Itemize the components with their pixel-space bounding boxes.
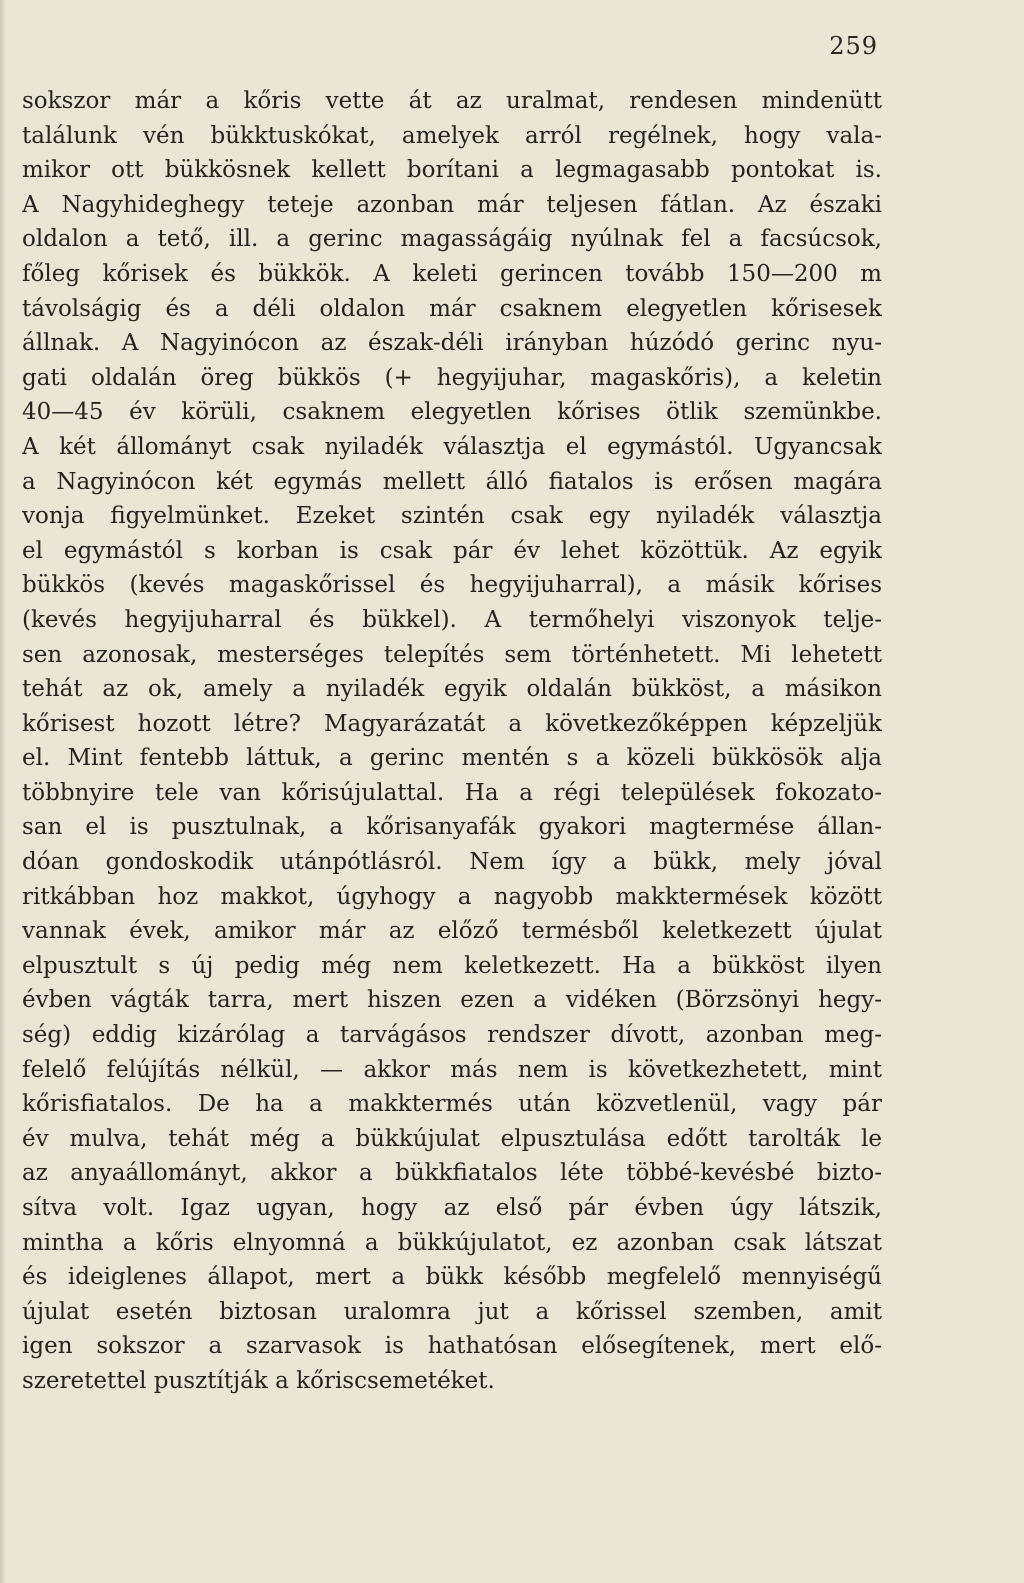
text-line: felelő felújítás nélkül, — akkor más nem is következhetett, mint [22,1056,882,1083]
text-line: el egymástól s korban is csak pár év lehet közöttük. Az egyik [22,537,882,564]
text-line: év mulva, tehát még a bükkújulat elpusztulása edőtt tarolták le [22,1125,882,1152]
text-line: évben vágták tarra, mert hiszen ezen a vidéken (Börzsönyi hegy- [22,987,882,1014]
page-number: 259 [829,32,878,60]
text-line: újulat esetén biztosan uralomra jut a kőrissel szemben, amit [22,1298,882,1325]
text-line: szeretettel pusztítják a kőriscsemetéket. [22,1367,495,1394]
text-line: 40—45 év körüli, csaknem elegyetlen kőrises ötlik szemünkbe. [22,399,882,426]
text-line: A Nagyhideghegy teteje azonban már teljesen fátlan. Az északi [22,191,882,218]
text-line: kőrisest hozott létre? Magyarázatát a következőképpen képzeljük [22,710,882,737]
text-line: kőrisfiatalos. De ha a makktermés után közvetlenül, vagy pár [22,1091,882,1118]
text-line: elpusztult s új pedig még nem keletkezett. Ha a bükköst ilyen [22,952,882,979]
text-line: tehát az ok, amely a nyiladék egyik oldalán bükköst, a másikon [22,676,882,703]
binding-shadow [0,0,6,1583]
text-line: vonja figyelmünket. Ezeket szintén csak egy nyiladék választja [22,503,882,530]
text-line: igen sokszor a szarvasok is hathatósan elősegítenek, mert elő- [22,1333,882,1360]
text-line: mikor ott bükkösnek kellett borítani a legmagasabb pontokat is. [22,157,882,184]
text-line: sen azonosak, mesterséges telepítés sem történhetett. Mi lehetett [22,641,882,668]
text-line: ség) eddig kizárólag a tarvágásos rendszer dívott, azonban meg- [22,1022,882,1049]
text-line: san el is pusztulnak, a kőrisanyafák gyakori magtermése állan- [22,814,882,841]
text-line: ritkábban hoz makkot, úgyhogy a nagyobb makktermések között [22,883,882,910]
text-line: az anyaállományt, akkor a bükkfiatalos léte többé-kevésbé bizto- [22,1160,882,1187]
text-line: távolságig és a déli oldalon már csaknem elegyetlen kőrisesek [22,295,882,322]
text-line: főleg kőrisek és bükkök. A keleti gerincen tovább 150—200 m [22,260,882,287]
text-line: gati oldalán öreg bükkös (+ hegyijuhar, magaskőris), a keletin [22,364,882,391]
text-line: mintha a kőris elnyomná a bükkújulatot, ez azonban csak látszat [22,1229,882,1256]
text-line: dóan gondoskodik utánpótlásról. Nem így a bükk, mely jóval [22,849,882,876]
text-line: többnyire tele van kőrisújulattal. Ha a régi települések fokozato- [22,779,882,806]
text-line: találunk vén bükktuskókat, amelyek arról regélnek, hogy vala- [22,122,882,149]
text-line: oldalon a tető, ill. a gerinc magasságáig nyúlnak fel a facsúcsok, [22,226,882,253]
text-line: sokszor már a kőris vette át az uralmat, rendesen mindenütt [22,88,882,114]
text-line: és ideiglenes állapot, mert a bükk később megfelelő mennyiségű [22,1264,882,1291]
text-line: vannak évek, amikor már az előző termésből keletkezett újulat [22,918,882,945]
text-line: A két állományt csak nyiladék választja el egymástól. Ugyancsak [22,433,882,460]
body-text [22,84,882,1399]
text-line: állnak. A Nagyinócon az észak-déli irányban húzódó gerinc nyu- [22,330,882,357]
text-line: (kevés hegyijuharral és bükkel). A termőhelyi viszonyok telje- [22,606,882,633]
text-line: a Nagyinócon két egymás mellett álló fiatalos is erősen magára [22,468,882,495]
text-line: el. Mint fentebb láttuk, a gerinc mentén s a közeli bükkösök alja [22,745,882,772]
text-line: bükkös (kevés magaskőrissel és hegyijuharral), a másik kőrises [22,572,882,599]
text-line: sítva volt. Igaz ugyan, hogy az első pár évben úgy látszik, [22,1195,882,1221]
